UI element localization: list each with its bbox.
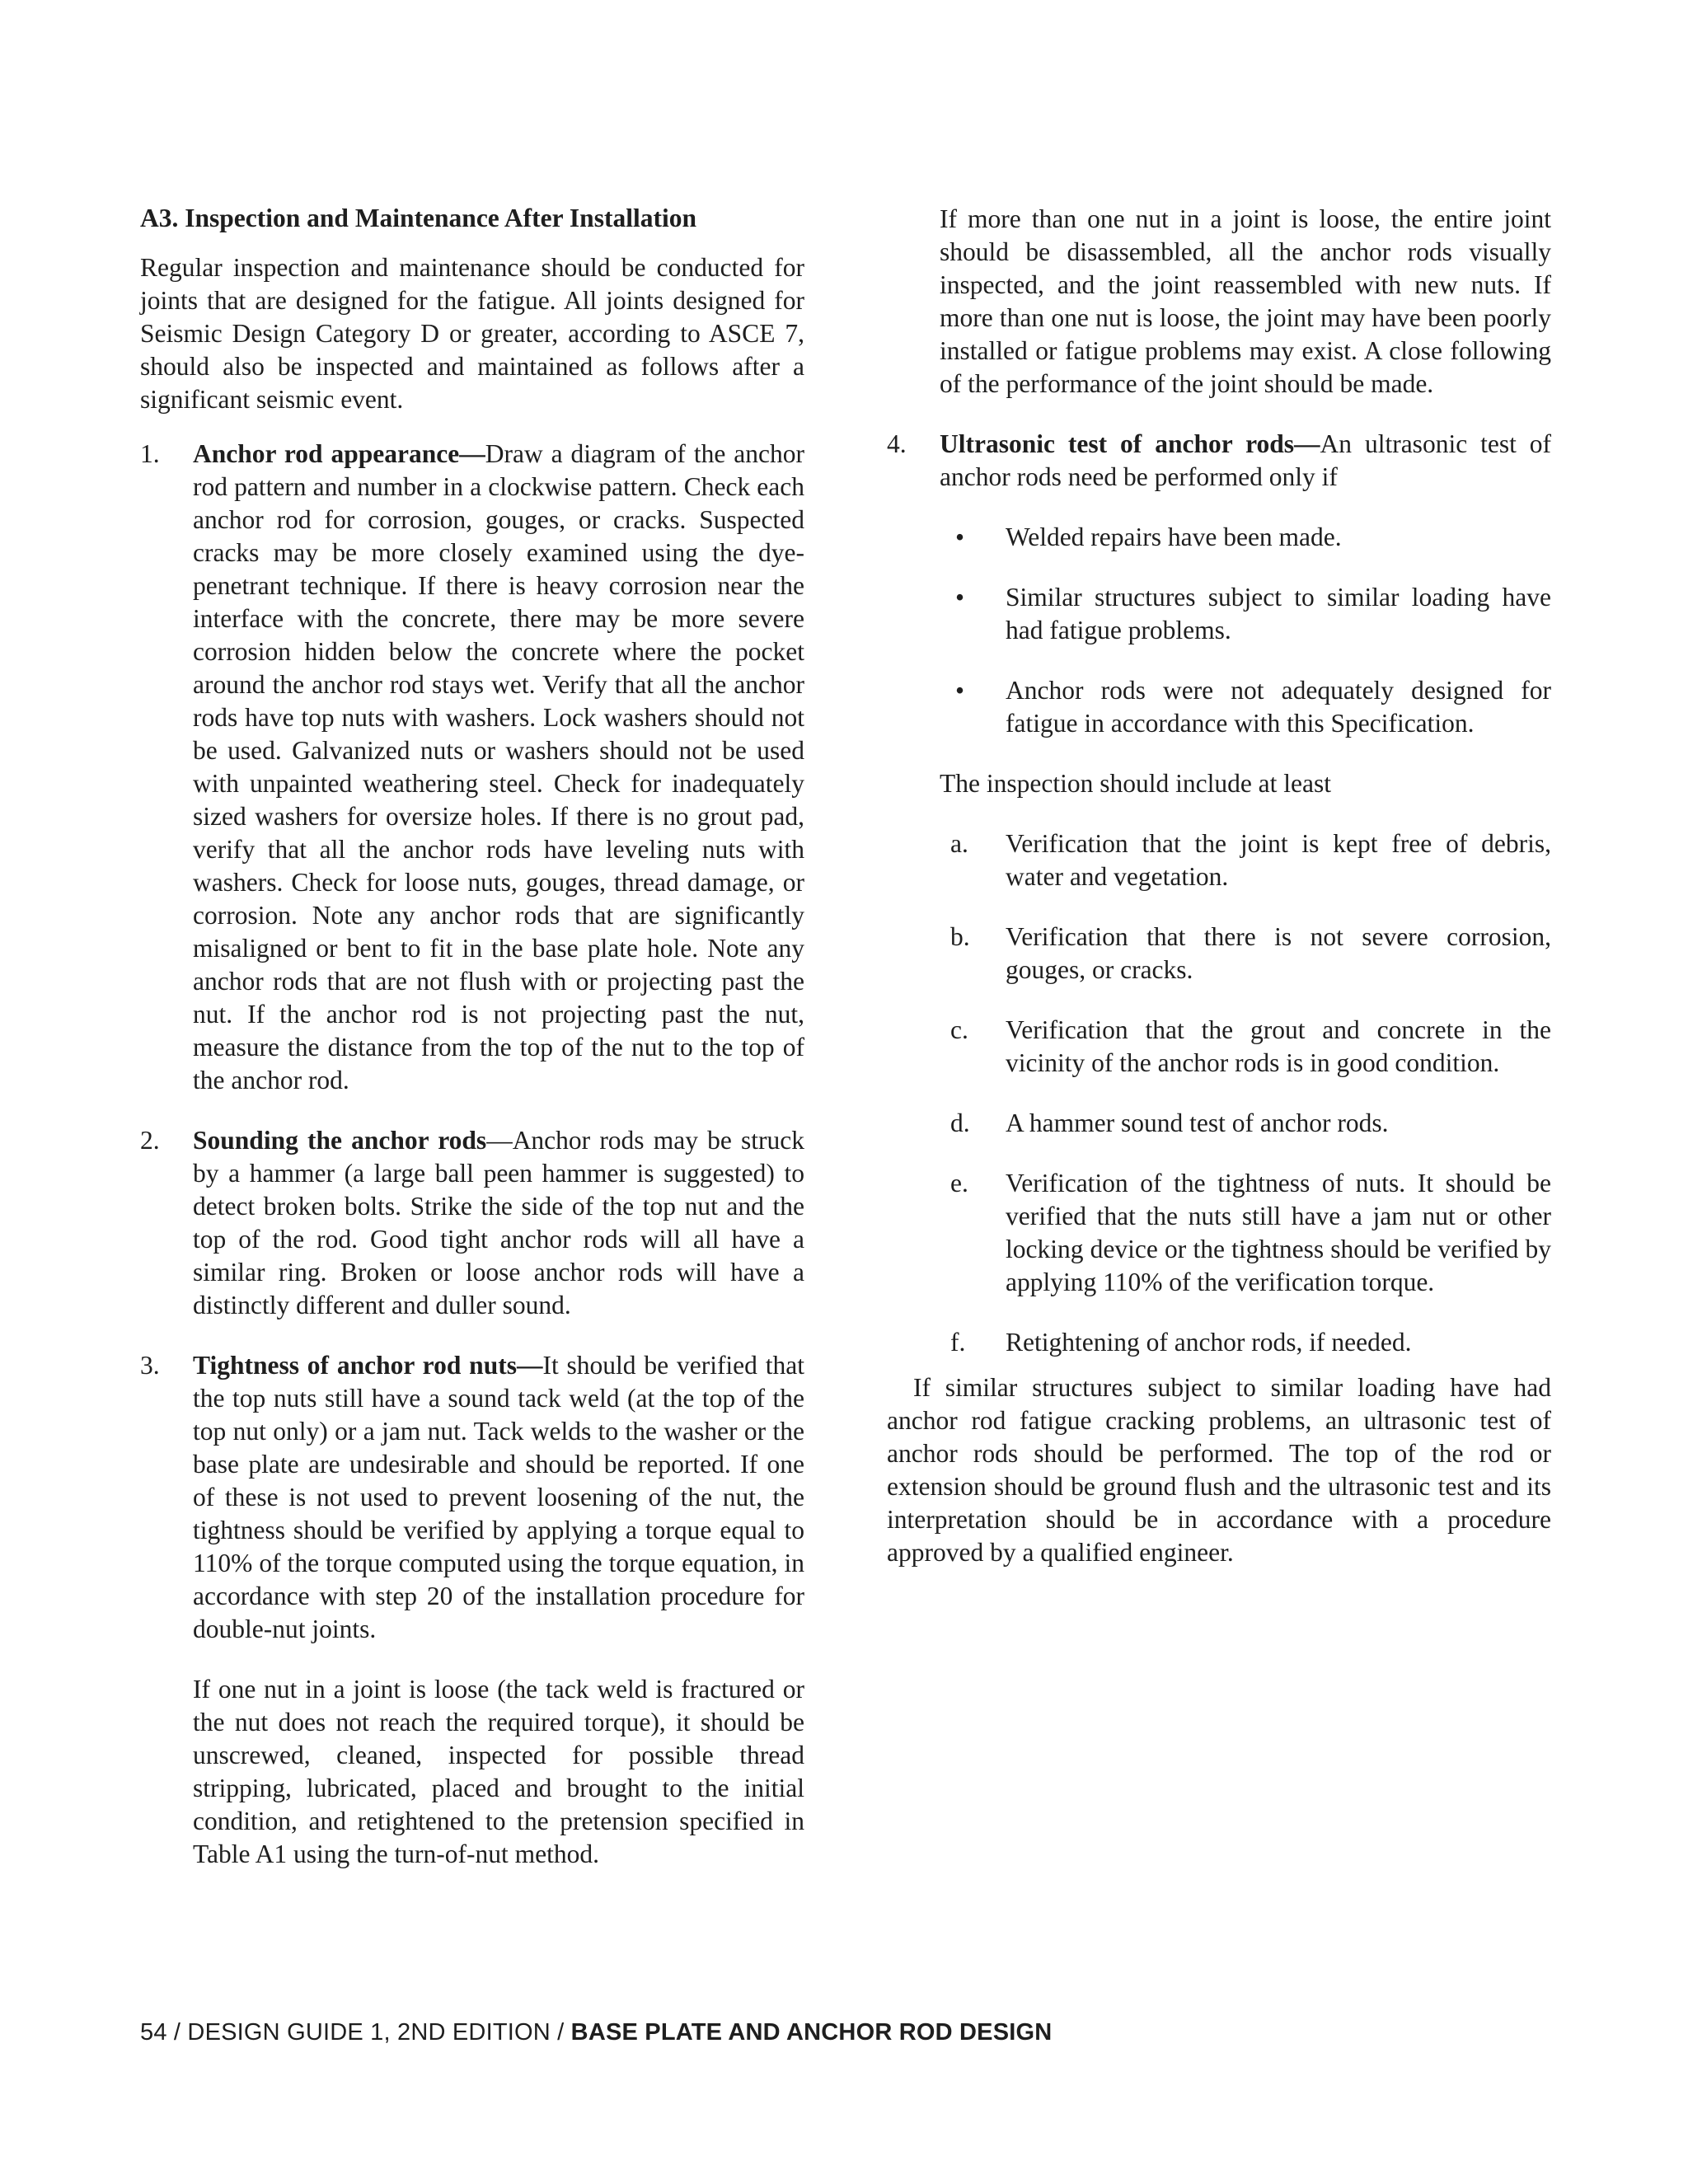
item-paragraph-2: If one nut in a joint is loose (the tack weld is fractured or the nut does not reach the required torque), it should be unscrewed, cleaned, inspected for possible thread stripping, lubricated, placed and brought to the initial condition, and retightened to the pretension specified in Table A1 using the turn-of-nut method. [193,1675,804,1868]
item-letter: f. [950,1328,966,1357]
item-paragraph [193,438,804,1097]
item-text: Verification that the grout and concrete in the vicinity of the anchor rods is in good condition. [1006,1015,1551,1077]
item-lead: Ultrasonic test of anchor rods— [940,429,1320,458]
bullet-text: Anchor rods were not adequately designed for fatigue in accordance with this Specification. [1006,676,1551,738]
list-item-1 [140,438,804,1097]
bullet-icon: • [955,676,965,705]
inspection-item-b [887,921,1551,987]
item-text: Verification that there is not severe corrosion, gouges, or cracks. [1006,922,1551,984]
footer-title: BASE PLATE AND ANCHOR ROD DESIGN [570,2019,1053,2046]
item-3-continuation: If more than one nut in a joint is loose, the entire joint should be disassembled, all the anchor rods visually inspected, and the joint reassembled with new nuts. If more than one nut is loose, the joint may have been poorly installed or fatigue problems may exist. A close following of the performance of the joint should be made. [940,204,1551,398]
item-number: 4. [887,429,907,458]
inspection-item-c [887,1014,1551,1080]
bullet-text: Similar structures subject to similar loading have had fatigue problems. [1006,583,1551,644]
item-number: 1. [140,439,160,468]
section-intro: Regular inspection and maintenance should be conducted for joints that are designed for the fatigue. All joints designed for Seismic Design Category D or greater, according to ASCE 7, should also be inspected and maintained as follows after a significant seismic event. [140,253,804,414]
bullet-icon: • [955,523,965,551]
item-paragraph [940,428,1551,494]
bullet-icon: • [955,583,965,612]
item-letter: d. [950,1108,970,1137]
list-item-3 [140,1349,804,1871]
left-column [140,202,804,1898]
item-text: Retightening of anchor rods, if needed. [1006,1328,1412,1357]
inspection-lead: The inspection should include at least [940,769,1332,798]
inspection-item-f [887,1326,1551,1359]
item-paragraph [193,1349,804,1646]
page-footer [140,2019,1052,2046]
item-lead: Anchor rod appearance— [193,439,485,468]
footer-prefix: 54 / DESIGN GUIDE 1, 2ND EDITION / [140,2019,571,2046]
inspection-item-a [887,827,1551,893]
closing-paragraph: If similar structures subject to similar loading have had anchor rod fatigue cracking problems, an ultrasonic test of anchor rods should be performed. The top of the rod or extension should be ground flush and the ultrasonic test and its interpretation should be in accordance with a procedure approved by a qualified engineer. [887,1373,1551,1567]
item-text: It should be verified that the top nuts still have a sound tack weld (at the top of the top nut only) or a jam nut. Tack welds to the washer or the base plate are undesirable and should be reported. If one of these is not used to prevent loosening of the nut, the tightness should be verified by applying a torque equal to 110% of the torque computed using the torque equation, in accordance with step 20 of the installation procedure for double-nut joints. [193,1351,804,1643]
bullet-item [887,581,1551,647]
item-letter: c. [950,1015,968,1044]
item-letter: a. [950,829,968,858]
inspection-item-e [887,1167,1551,1299]
item-paragraph [193,1124,804,1322]
right-column [887,203,1551,1569]
list-item-2 [140,1124,804,1322]
item-text: An ultrasonic test of anchor rods need be performed only if [940,429,1552,491]
section-heading: A3. Inspection and Maintenance After Installation [140,204,696,232]
item-lead: Sounding the anchor rods [193,1126,487,1155]
bullet-list [887,521,1551,740]
item-number: 2. [140,1126,160,1155]
bullet-item [887,521,1551,554]
inspection-item-d [887,1107,1551,1140]
bullet-item [887,674,1551,740]
list-item-4 [887,428,1551,494]
item-text: Verification that the joint is kept free of debris, water and vegetation. [1006,829,1551,891]
item-letter: b. [950,922,970,951]
item-lead: Tightness of anchor rod nuts— [193,1351,543,1380]
item-text: Verification of the tightness of nuts. It should be verified that the nuts still have a jam nut or other locking device or the tightness should be verified by applying 110% of the verification torque. [1006,1169,1551,1296]
bullet-text: Welded repairs have been made. [1006,523,1342,551]
item-letter: e. [950,1169,968,1197]
item-text: —Anchor rods may be struck by a hammer (a large ball peen hammer is suggested) to detect broken bolts. Strike the side of the top nut and the top of the rod. Good tight anchor rods will all have a similar ring. Broken or loose anchor rods will have a distinctly different and duller sound. [193,1126,804,1319]
item-text: Draw a diagram of the anchor rod pattern and number in a clockwise pattern. Check each anchor rod for corrosion, gouges, or cracks. Suspected cracks may be more closely examined using the dye-penetrant technique. If there is heavy corrosion near the interface with the concrete, there may be more severe corrosion hidden below the concrete where the pocket around the anchor rod stays wet. Verify that all the anchor rods have top nuts with washers. Lock washers should not be used. Galvanized nuts or washers should not be used with unpainted weathering steel. Check for inadequately sized washers for oversize holes. If there is no grout pad, verify that all the anchor rods have leveling nuts with washers. Check for loose nuts, gouges, thread damage, or corrosion. Note any anchor rods that are significantly misaligned or bent to fit in the base plate hole. Note any anchor rods that are not flush with or projecting past the nut. If the anchor rod is not projecting past the nut, measure the distance from the top of the nut to the top of the anchor rod. [193,439,804,1094]
item-text: A hammer sound test of anchor rods. [1006,1108,1389,1137]
item-number: 3. [140,1351,160,1380]
inspection-list [887,827,1551,1359]
